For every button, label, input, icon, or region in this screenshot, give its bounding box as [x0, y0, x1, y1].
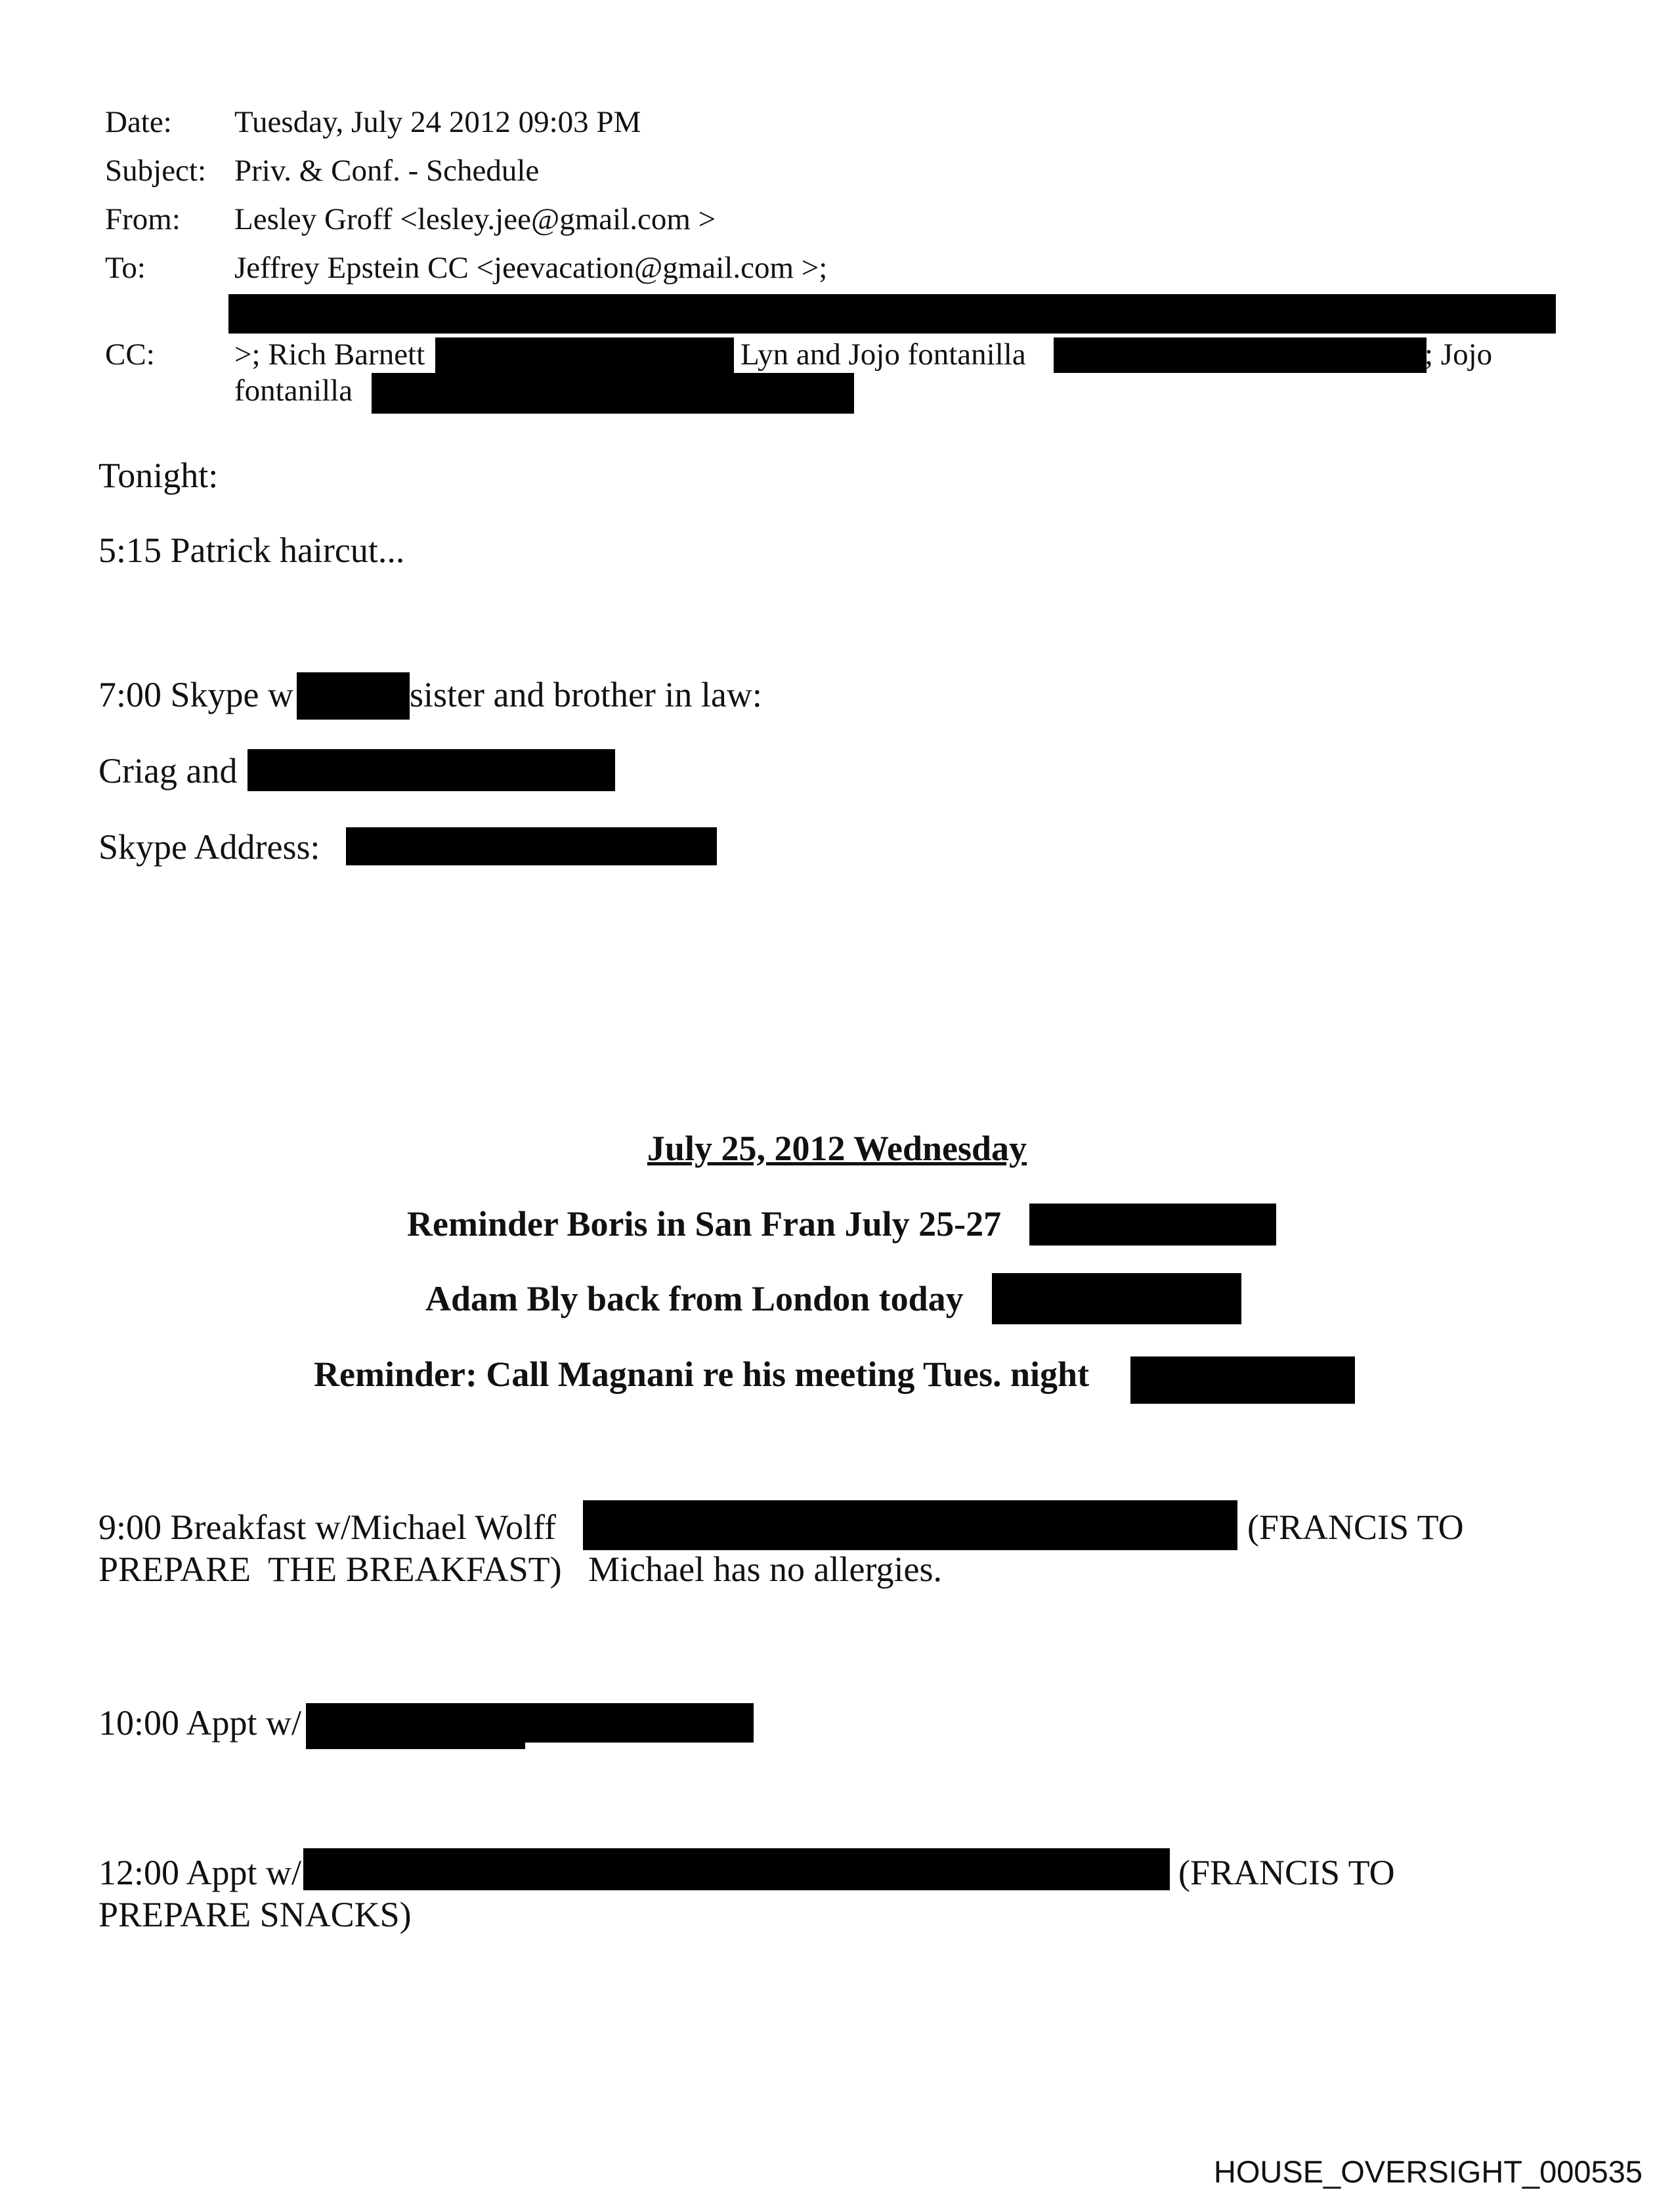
redaction-bar [346, 827, 717, 865]
cc-line1-part3: ; Jojo [1425, 337, 1493, 372]
to-value: Jeffrey Epstein CC <jeevacation@gmail.com >; [234, 251, 828, 285]
redaction-bar [1054, 337, 1427, 373]
appointment-line: 12:00 Appt w/ [98, 1853, 302, 1892]
reminder-line: Reminder: Call Magnani re his meeting Tues. night [314, 1355, 1090, 1394]
subject-label: Subject: [105, 154, 207, 188]
redaction-bar [992, 1273, 1241, 1324]
appointment-line: PREPARE SNACKS) [98, 1895, 412, 1934]
tonight-item: Criag and [98, 751, 238, 791]
date-label: Date: [105, 105, 172, 139]
redaction-bar [1130, 1356, 1355, 1404]
bates-number: HOUSE_OVERSIGHT_000535 [1213, 2154, 1642, 2189]
redaction-bar [1029, 1204, 1276, 1246]
tonight-heading: Tonight: [98, 456, 219, 495]
redaction-bar [247, 749, 615, 791]
reminder-line: Adam Bly back from London today [425, 1279, 964, 1318]
appointment-line: 9:00 Breakfast w/Michael Wolff [98, 1507, 556, 1547]
cc-line1-part2: Lyn and Jojo fontanilla [740, 337, 1026, 372]
reminder-line: Reminder Boris in San Fran July 25-27 [407, 1204, 1002, 1244]
from-value: Lesley Groff <lesley.jee@gmail.com > [234, 202, 716, 236]
redaction-bar [435, 337, 734, 373]
appointment-line: (FRANCIS TO [1247, 1507, 1464, 1547]
tonight-item: Skype Address: [98, 827, 320, 867]
appointment-line: PREPARE THE BREAKFAST) Michael has no allergies. [98, 1550, 942, 1589]
tonight-item: 7:00 Skype w [98, 675, 293, 714]
redaction-bar [297, 672, 410, 720]
tonight-item: sister and brother in law: [410, 675, 762, 714]
subject-value: Priv. & Conf. - Schedule [234, 154, 540, 188]
redaction-bar [306, 1740, 525, 1749]
redaction-bar [306, 1703, 754, 1743]
to-label: To: [105, 251, 146, 285]
appointment-line: (FRANCIS TO [1178, 1853, 1395, 1892]
redaction-bar [303, 1848, 1170, 1890]
cc-label: CC: [105, 337, 155, 372]
redaction-bar [228, 294, 1556, 334]
appointment-line: 10:00 Appt w/ [98, 1703, 302, 1743]
date-heading: July 25, 2012 Wednesday [647, 1129, 1027, 1168]
cc-line1-part1: >; Rich Barnett [234, 337, 425, 372]
tonight-item: 5:15 Patrick haircut... [98, 531, 405, 570]
redaction-bar [372, 373, 854, 414]
date-value: Tuesday, July 24 2012 09:03 PM [234, 105, 641, 139]
redaction-bar [583, 1500, 1237, 1550]
from-label: From: [105, 202, 181, 236]
cc-line2: fontanilla [234, 374, 353, 408]
